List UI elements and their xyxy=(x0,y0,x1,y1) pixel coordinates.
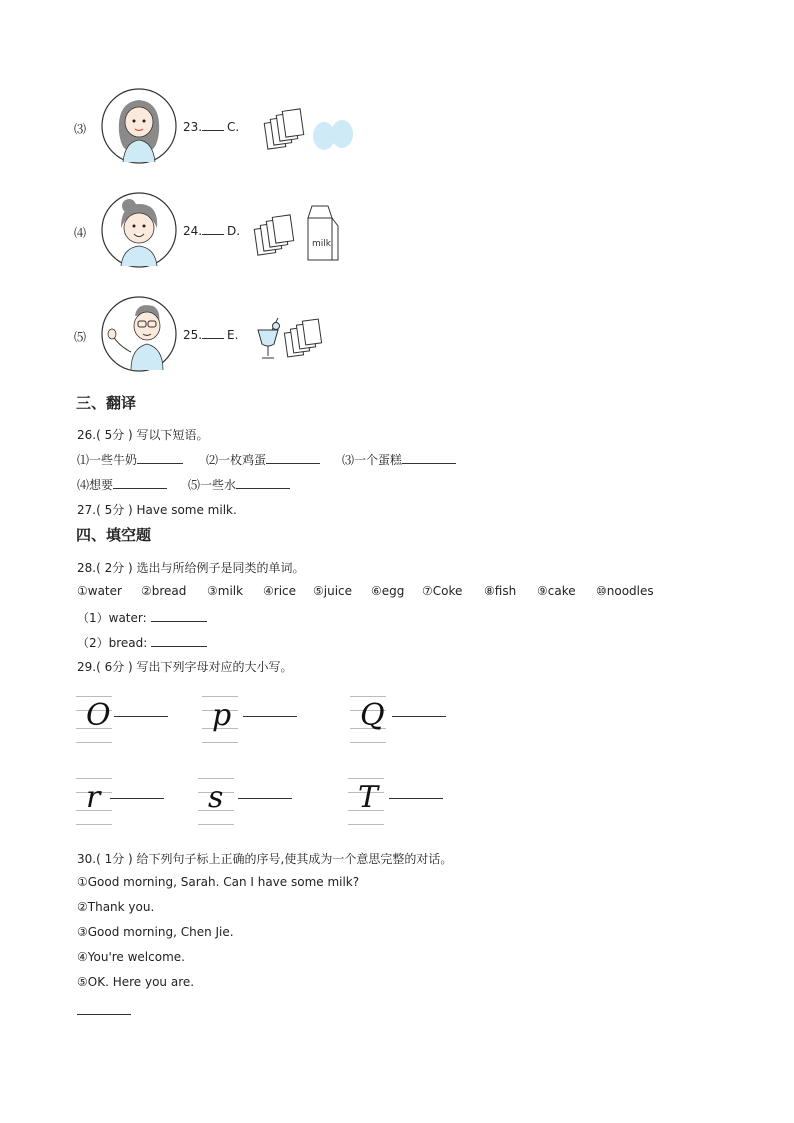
q26-blank-2[interactable] xyxy=(266,463,320,464)
letter-answer-q[interactable] xyxy=(392,716,446,717)
question-26: 26.( 5分 ) 写以下短语。 xyxy=(77,428,209,442)
section-3-title: 三、翻译 xyxy=(76,394,137,412)
q28-option-2: ②bread xyxy=(141,584,187,598)
q30-line-2: ②Thank you. xyxy=(77,900,155,914)
q30-line-4: ④You're welcome. xyxy=(77,950,185,964)
q28-option-3: ③milk xyxy=(207,584,244,598)
q28-option-6: ⑥egg xyxy=(371,584,405,598)
option-c: C. xyxy=(227,120,240,134)
q26-blank-4[interactable] xyxy=(113,488,167,489)
boy-glasses-avatar-icon xyxy=(101,296,177,372)
match-label-4: ⑷ xyxy=(74,226,87,240)
match-label-3: ⑶ xyxy=(74,122,87,136)
q28-sub-2: （2）bread: xyxy=(77,634,207,651)
q28-blank-1[interactable] xyxy=(151,621,207,622)
q26-blank-5[interactable] xyxy=(236,488,290,489)
q28-option-1: ①water xyxy=(77,584,122,598)
option-e: E. xyxy=(227,328,239,342)
match-label-5: ⑸ xyxy=(74,330,87,344)
option-d: D. xyxy=(227,224,241,238)
girl-ponytail-avatar-icon xyxy=(101,192,177,268)
answer-blank-25[interactable] xyxy=(202,338,224,339)
q28-option-10: ⑩noodles xyxy=(596,584,654,598)
q28-sub-1: （1）water: xyxy=(77,609,207,626)
q26-item-2: ⑵一枚鸡蛋 xyxy=(206,451,320,468)
question-25: 25. xyxy=(183,328,224,342)
bread-and-milk-icon xyxy=(252,204,347,262)
q26-item-5: ⑸一些水 xyxy=(188,476,290,493)
q30-line-1: ①Good morning, Sarah. Can I have some milk? xyxy=(77,875,360,889)
milk-carton-label: milk xyxy=(312,239,331,249)
q26-item-1: ⑴一些牛奶 xyxy=(77,451,183,468)
letter-box-o: O xyxy=(76,696,116,744)
juice-and-bread-icon xyxy=(254,316,329,362)
q26-item-4: ⑷想要 xyxy=(77,476,167,493)
question-28: 28.( 2分 ) 选出与所给例子是同类的单词。 xyxy=(77,561,305,575)
letter-answer-r[interactable] xyxy=(110,798,164,799)
bread-and-eggs-icon xyxy=(262,108,357,154)
answer-blank-23[interactable] xyxy=(202,130,224,131)
question-24: 24. xyxy=(183,224,224,238)
letter-answer-p[interactable] xyxy=(243,716,297,717)
section-4-title: 四、填空题 xyxy=(76,526,152,544)
q30-line-5: ⑤OK. Here you are. xyxy=(77,975,195,989)
question-30: 30.( 1分 ) 给下列句子标上正确的序号,使其成为一个意思完整的对话。 xyxy=(77,852,453,866)
answer-blank-24[interactable] xyxy=(202,234,224,235)
letter-box-p: p xyxy=(202,696,242,744)
q28-option-5: ⑤juice xyxy=(313,584,353,598)
q26-blank-1[interactable] xyxy=(137,463,183,464)
q28-option-9: ⑨cake xyxy=(537,584,576,598)
question-29: 29.( 6分 ) 写出下列字母对应的大小写。 xyxy=(77,660,293,674)
question-27: 27.( 5分 ) Have some milk. xyxy=(77,503,237,517)
q26-item-3: ⑶一个蛋糕 xyxy=(342,451,456,468)
letter-answer-o[interactable] xyxy=(114,716,168,717)
q30-line-3: ③Good morning, Chen Jie. xyxy=(77,925,234,939)
question-23: 23. xyxy=(183,120,224,134)
q28-option-4: ④rice xyxy=(263,584,297,598)
q30-answer-blank[interactable] xyxy=(77,1000,131,1015)
q28-option-8: ⑧fish xyxy=(484,584,517,598)
q28-blank-2[interactable] xyxy=(151,646,207,647)
girl-avatar-icon xyxy=(101,88,177,164)
letter-answer-t[interactable] xyxy=(389,798,443,799)
q26-blank-3[interactable] xyxy=(402,463,456,464)
q28-option-7: ⑦Coke xyxy=(422,584,463,598)
letter-box-q: Q xyxy=(350,696,390,744)
letter-box-t: T xyxy=(348,778,388,826)
letter-answer-s[interactable] xyxy=(238,798,292,799)
letter-box-r: r xyxy=(76,778,116,826)
letter-box-s: s xyxy=(198,778,238,826)
